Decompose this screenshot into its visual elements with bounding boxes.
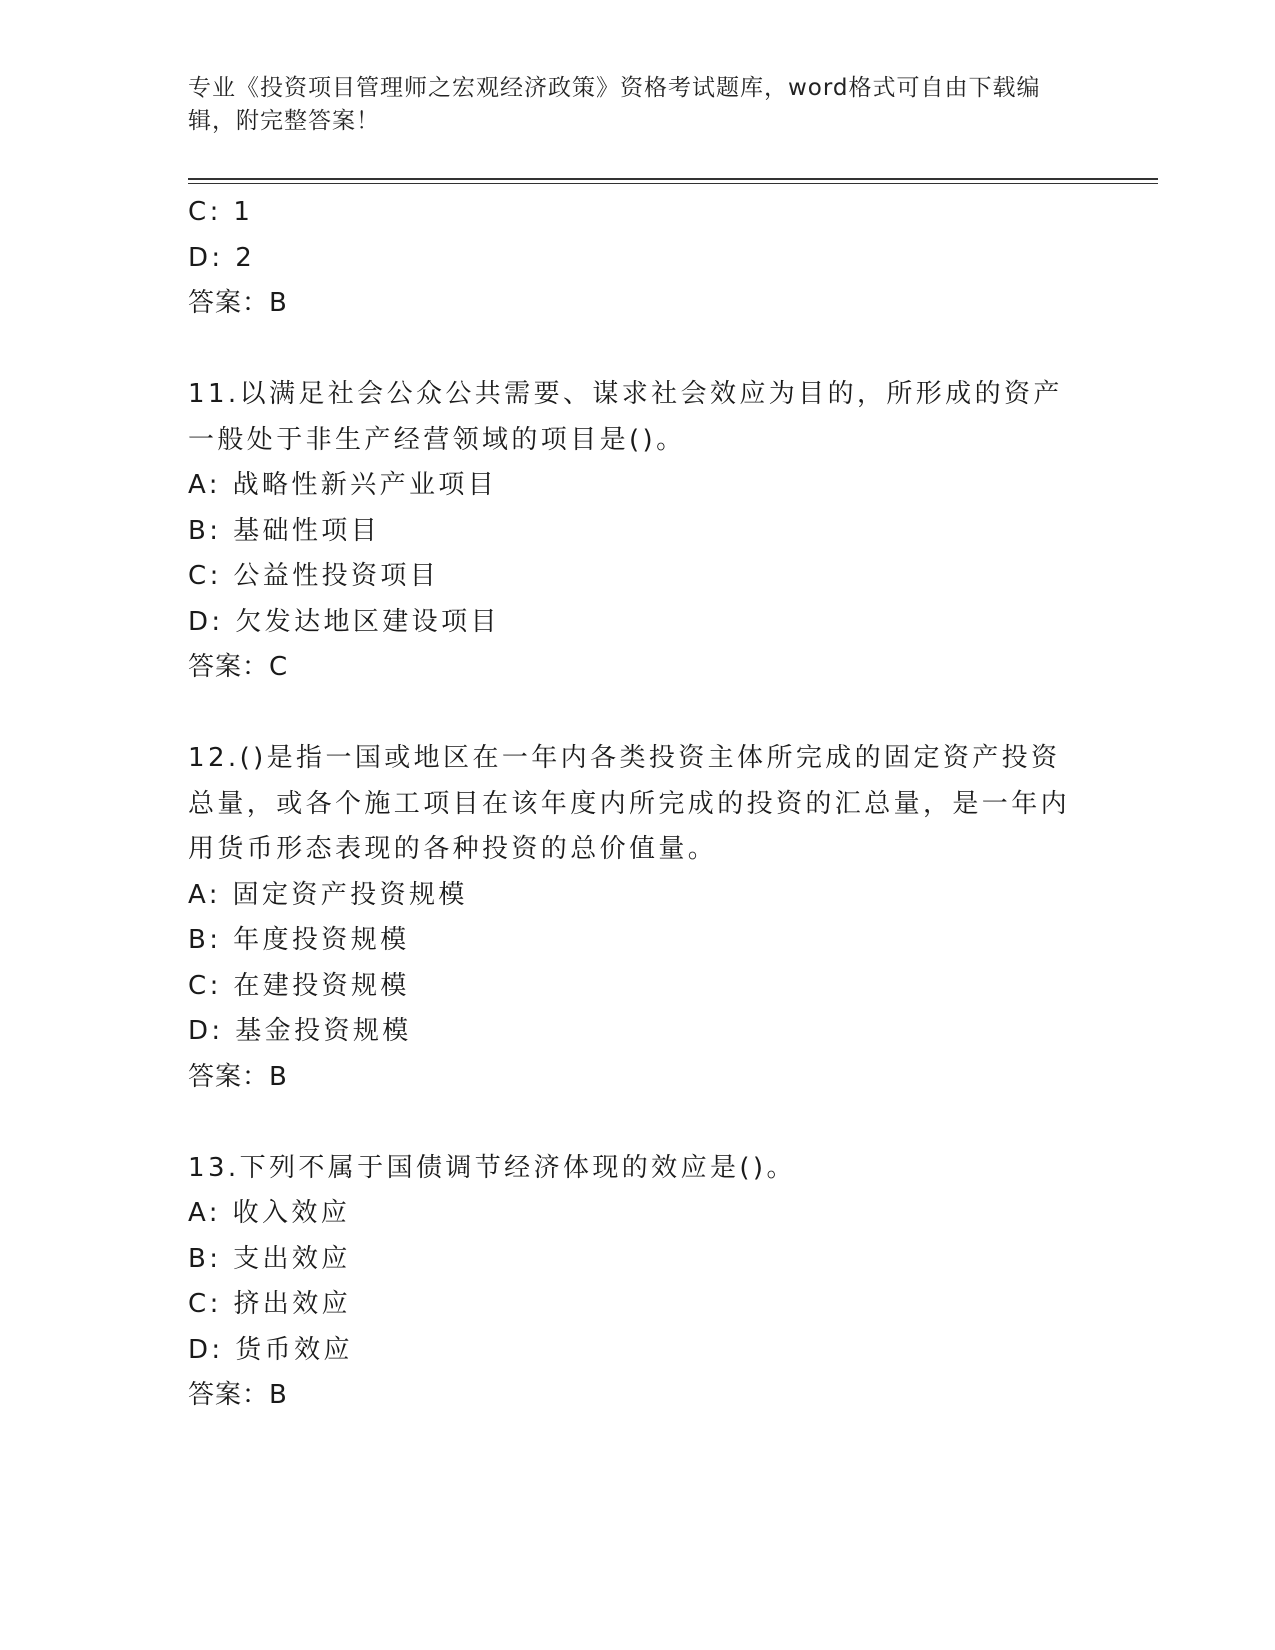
answer-line [188,281,1088,327]
option-label: C [188,197,210,227]
option-label: C [188,561,210,591]
answer-value: C [269,652,289,682]
option-text: 欠发达地区建设项目 [235,606,500,637]
option-label: B [188,515,210,546]
option-text: 公益性投资项目 [233,561,440,591]
option-text: 年度投资规模 [233,925,410,955]
option-sep: : [208,1198,221,1228]
option-line [188,600,1088,646]
answer-label: 答案： [188,1380,270,1410]
option-sep: : [208,470,221,500]
option-text: 收入效应 [232,1198,351,1228]
question-stem [188,1146,1078,1192]
answer-label: 答案： [188,652,270,682]
option-line [188,1237,1088,1283]
option-text: 战略性新兴产业项目 [232,470,498,500]
spacer [188,327,1088,373]
answer-label: 答案： [188,1061,270,1092]
question-12 [188,736,1088,1100]
question-list [188,190,1088,1419]
option-text: 挤出效应 [233,1289,352,1319]
option-sep: : [209,970,222,1001]
question-number: 12. [188,743,240,773]
answer-label: 答案： [188,288,270,318]
option-label: D [188,1016,212,1046]
answer-value: B [269,288,288,318]
option-line [188,964,1088,1010]
option-line [188,509,1088,555]
option-sep: : [209,1243,222,1274]
option-sep: : [208,879,221,910]
option-label: C [188,1289,210,1319]
option-line [188,918,1088,964]
header-text: 专业《投资项目管理师之宏观经济政策》资格考试题库，word格式可自由下载编辑，附完整答案！ [188,75,1041,134]
question-number: 11. [188,379,240,409]
option-text: 货币效应 [235,1334,353,1365]
document-header [188,72,1088,138]
option-label: D [188,1334,212,1365]
option-sep: : [209,561,222,591]
option-sep: : [209,925,222,955]
option-sep: : [209,197,222,227]
question-11 [188,372,1088,691]
question-text: ()是指一国或地区在一年内各类投资主体所完成的固定资产投资总量，或各个施工项目在该年度内所完成的投资的汇总量，是一年内用货币形态表现的各种投资的总价值量。 [188,743,1071,864]
spacer [188,691,1088,737]
answer-value: B [269,1061,288,1092]
option-line [188,190,1088,236]
option-line [188,1328,1088,1374]
option-label: D [188,242,212,273]
header-rule-thin [188,183,1158,184]
option-sep: : [211,1334,224,1365]
option-line [188,554,1088,600]
question-stem [188,736,1078,873]
option-label: A [188,470,209,500]
option-label: D [188,606,212,637]
question-text: 下列不属于国债调节经济体现的效应是()。 [239,1152,796,1183]
option-text: 固定资产投资规模 [232,879,468,910]
option-text: 1 [233,197,254,227]
option-sep: : [209,1289,222,1319]
option-label: C [188,970,210,1001]
option-text: 在建投资规模 [233,970,410,1001]
question-13 [188,1146,1088,1419]
option-label: B [188,925,210,955]
option-line [188,463,1088,509]
answer-value: B [269,1380,288,1410]
option-sep: : [211,242,224,273]
spacer [188,1100,1088,1146]
header-rule-thick [188,178,1158,180]
question-text: 以满足社会公众公共需要、谋求社会效应为目的，所形成的资产一般处于非生产经营领域的项目是()。 [188,379,1063,455]
option-sep: : [209,515,222,546]
option-text: 支出效应 [233,1243,351,1274]
option-label: B [188,1243,210,1274]
answer-line [188,645,1088,691]
prev-question-tail [188,190,1088,327]
option-text: 2 [235,242,256,273]
option-line [188,873,1088,919]
option-text: 基金投资规模 [235,1016,412,1046]
option-label: A [188,1198,209,1228]
option-line [188,1191,1088,1237]
answer-line [188,1373,1088,1419]
option-text: 基础性项目 [233,515,381,546]
option-line [188,1009,1088,1055]
option-sep: : [211,606,224,637]
option-sep: : [211,1016,224,1046]
question-number: 13. [188,1152,240,1183]
option-label: A [188,879,209,910]
answer-line [188,1055,1088,1101]
option-line [188,236,1088,282]
option-line [188,1282,1088,1328]
question-stem [188,372,1078,463]
